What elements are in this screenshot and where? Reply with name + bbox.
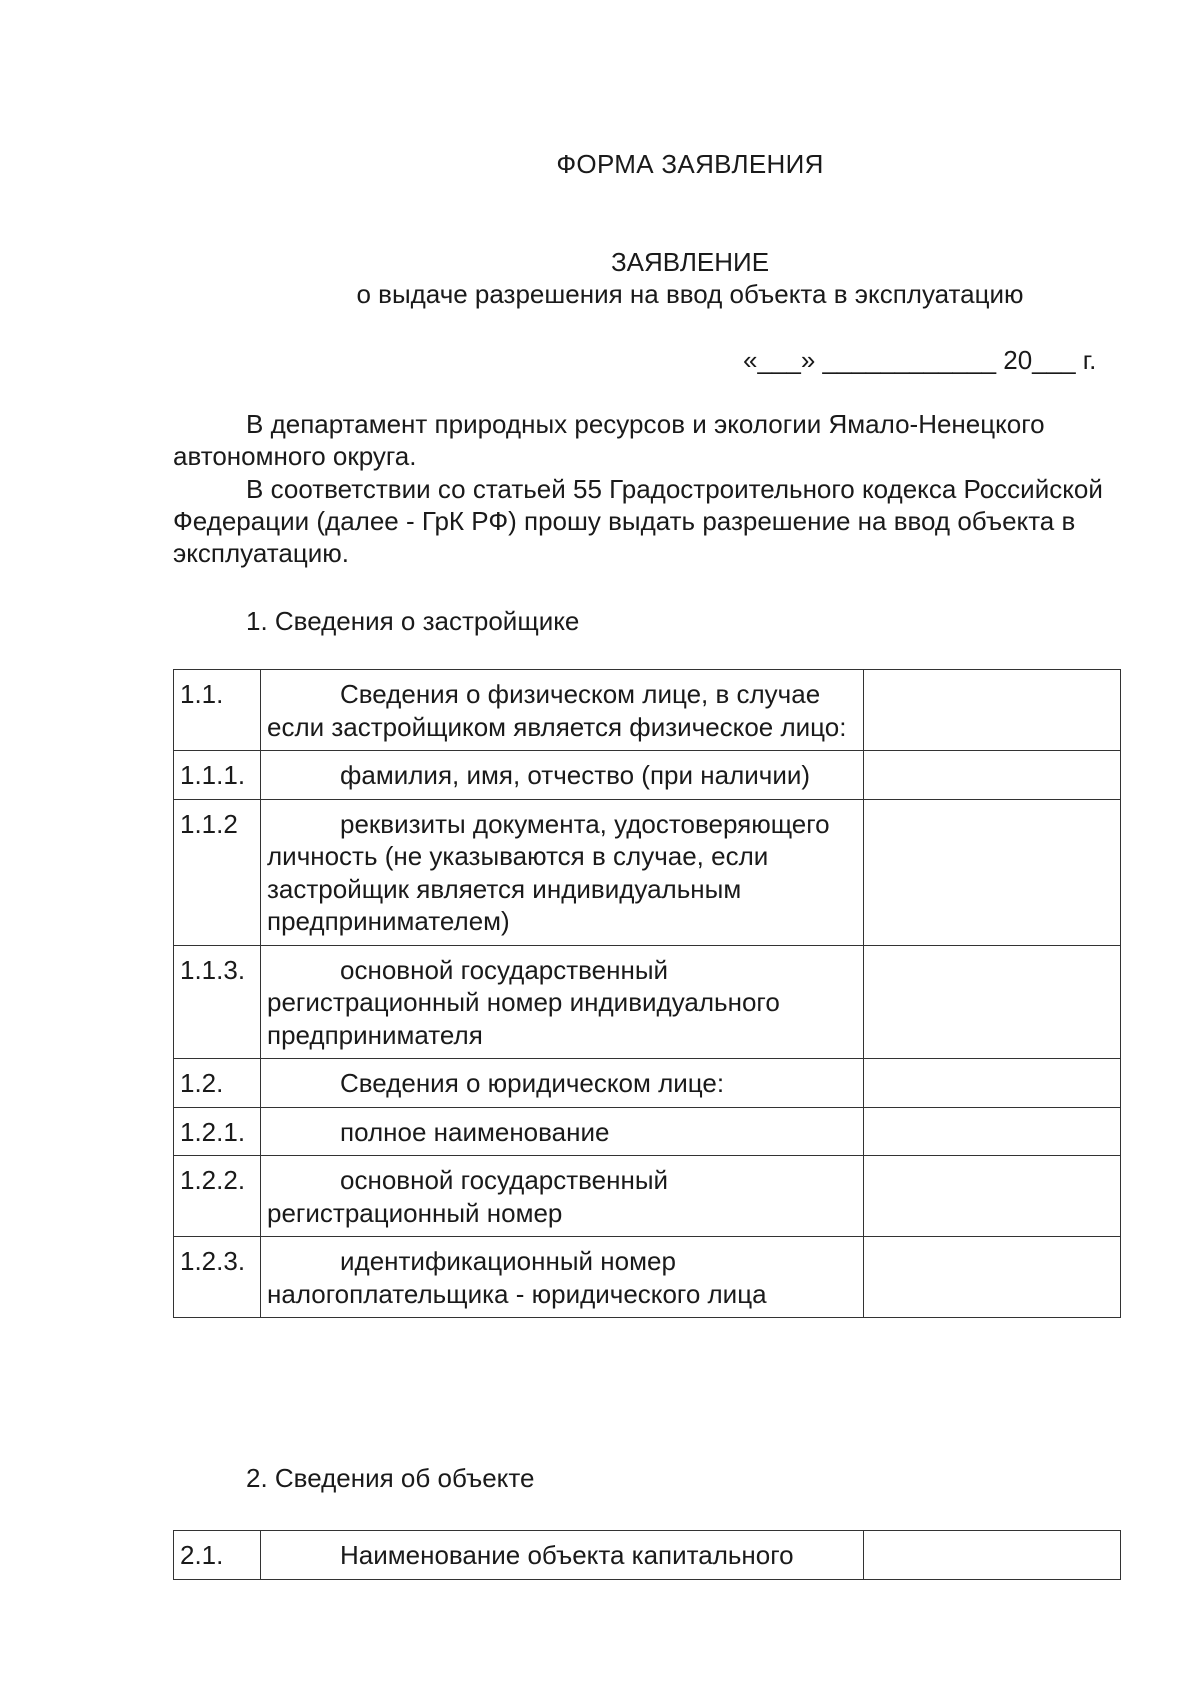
row-value-field[interactable] bbox=[864, 1531, 1121, 1580]
row-number: 1.2.3. bbox=[174, 1237, 261, 1318]
row-label: идентификационный номер налогоплательщика - юридического лица bbox=[261, 1237, 864, 1318]
paragraph-request: В соответствии со статьей 55 Градостроительного кодекса Российской Федерации (далее - ГрК РФ) прошу выдать разрешение на ввод объекта в эксплуатацию. bbox=[173, 474, 1103, 568]
row-label: основной государственный регистрационный номер bbox=[261, 1156, 864, 1237]
row-label: реквизиты документа, удостоверяющего личность (не указываются в случае, если застройщик является индивидуальным предпринимателем) bbox=[261, 799, 864, 945]
row-number: 1.1.3. bbox=[174, 945, 261, 1059]
row-label: полное наименование bbox=[261, 1107, 864, 1156]
row-number: 1.1.1. bbox=[174, 751, 261, 800]
row-value-field[interactable] bbox=[864, 1059, 1121, 1108]
object-info-table bbox=[173, 1530, 1121, 1580]
row-number: 1.2.1. bbox=[174, 1107, 261, 1156]
table-row bbox=[174, 751, 1121, 800]
row-value-field[interactable] bbox=[864, 751, 1121, 800]
table-row bbox=[174, 1107, 1121, 1156]
row-label: Сведения о физическом лице, в случае если застройщиком является физическое лицо: bbox=[261, 670, 864, 751]
row-value-field[interactable] bbox=[864, 799, 1121, 945]
table-row bbox=[174, 1059, 1121, 1108]
row-value-field[interactable] bbox=[864, 945, 1121, 1059]
row-number: 1.2. bbox=[174, 1059, 261, 1108]
table-row bbox=[174, 1531, 1121, 1580]
form-title: ФОРМА ЗАЯВЛЕНИЯ bbox=[556, 149, 824, 179]
row-value-field[interactable] bbox=[864, 1237, 1121, 1318]
developer-info-table bbox=[173, 669, 1121, 1318]
row-label: Наименование объекта капитального bbox=[261, 1531, 864, 1580]
row-label: основной государственный регистрационный номер индивидуального предпринимателя bbox=[261, 945, 864, 1059]
row-value-field[interactable] bbox=[864, 1107, 1121, 1156]
date-line: «___» ____________ 20___ г. bbox=[743, 345, 1097, 375]
table-row bbox=[174, 1156, 1121, 1237]
document-title: ЗАЯВЛЕНИЕ bbox=[610, 247, 770, 277]
table-row bbox=[174, 1237, 1121, 1318]
paragraph-addressee: В департамент природных ресурсов и экологии Ямало-Ненецкого автономного округа. bbox=[173, 409, 1045, 471]
row-value-field[interactable] bbox=[864, 1156, 1121, 1237]
row-number: 1.2.2. bbox=[174, 1156, 261, 1237]
row-label: Сведения о юридическом лице: bbox=[261, 1059, 864, 1108]
row-number: 1.1. bbox=[174, 670, 261, 751]
row-value-field[interactable] bbox=[864, 670, 1121, 751]
section-1-heading: 1. Сведения о застройщике bbox=[246, 606, 580, 636]
row-label: фамилия, имя, отчество (при наличии) bbox=[261, 751, 864, 800]
row-number: 1.1.2 bbox=[174, 799, 261, 945]
table-row bbox=[174, 945, 1121, 1059]
document-subtitle: о выдаче разрешения на ввод объекта в эксплуатацию bbox=[356, 279, 1024, 309]
section-2-heading: 2. Сведения об объекте bbox=[246, 1463, 535, 1493]
table-row bbox=[174, 799, 1121, 945]
table-row bbox=[174, 670, 1121, 751]
row-number: 2.1. bbox=[174, 1531, 261, 1580]
